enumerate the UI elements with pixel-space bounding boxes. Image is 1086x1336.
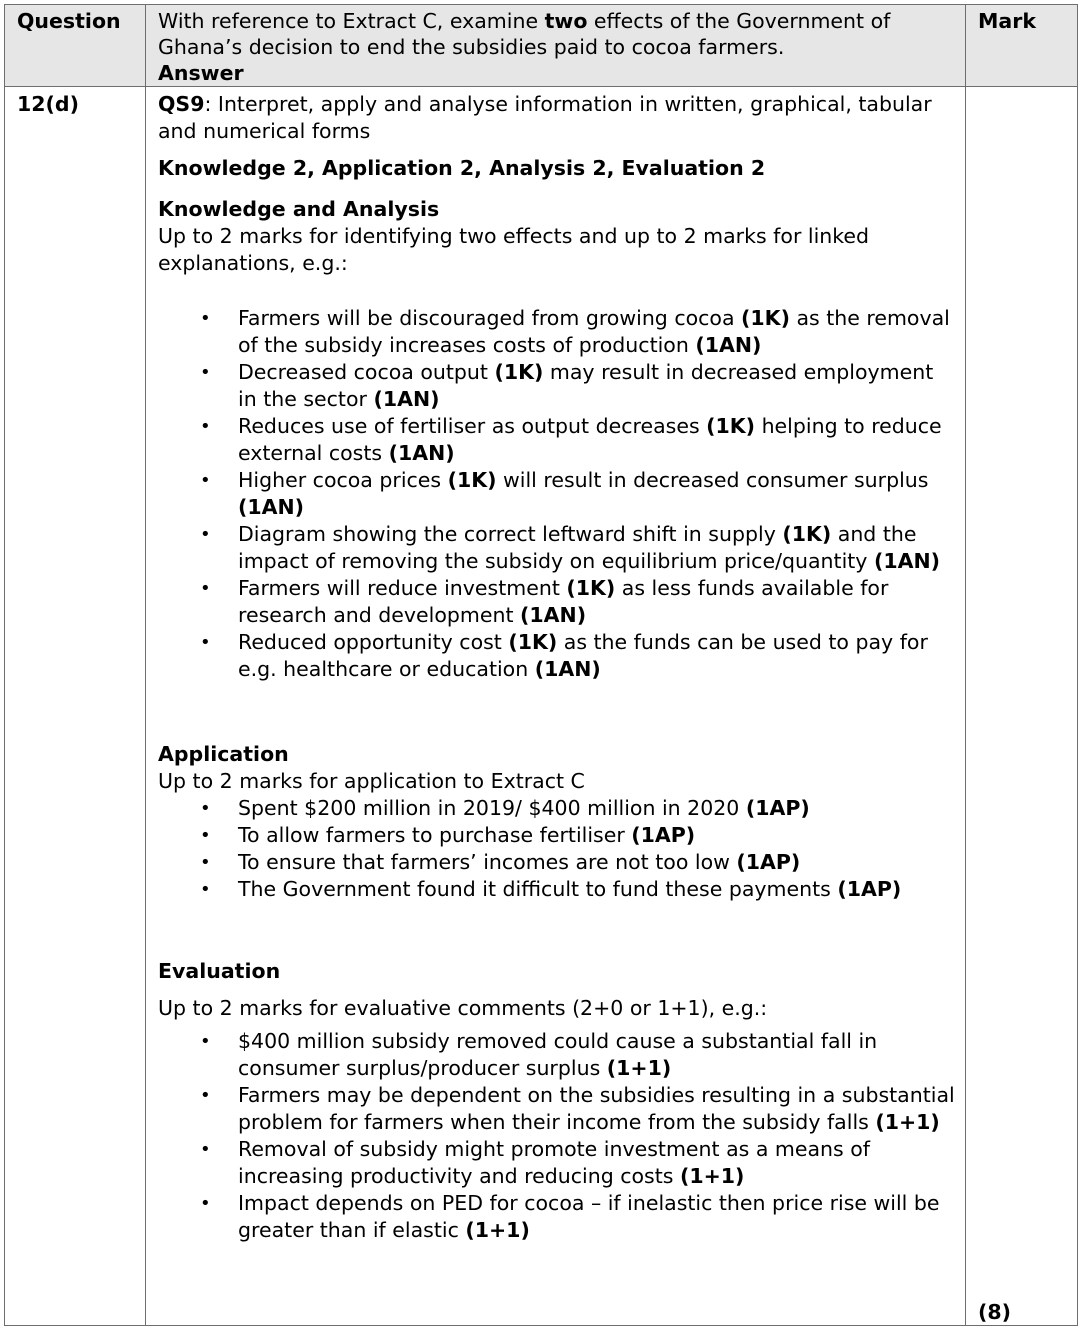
list-item: • Reduced opportunity cost (1K) as the funds can be used to pay for e.g. healthcare or education (1AN) (200, 630, 928, 681)
list-item: • Diagram showing the correct leftward shift in supply (1K) and the impact of removing the subsidy on equilibrium price/quantity (1AN) (200, 522, 940, 573)
prompt-text-rest: effects of the Government of Ghana’s decision to end the subsidies paid to cocoa farmers. (158, 9, 891, 59)
application-heading: Application (158, 742, 289, 766)
bullet-icon: • (200, 470, 211, 491)
qs-code: QS9 (158, 92, 205, 116)
bullet-icon: • (200, 524, 211, 545)
bullet-icon: • (200, 852, 211, 873)
header-prompt-cell (146, 5, 966, 87)
answer-row (5, 87, 1078, 1326)
list-item: • Spent $200 million in 2019/ $400 million in 2020 (1AP) (200, 796, 810, 820)
list-item: • To ensure that farmers’ incomes are not too low (1AP) (200, 850, 801, 874)
knowledge-analysis-intro: Up to 2 marks for identifying two effects and up to 2 marks for linked explanations, e.g.: (158, 224, 870, 275)
mark-scheme-table (4, 4, 1078, 1326)
answer-content-cell (146, 87, 966, 1326)
knowledge-analysis-list (158, 305, 955, 683)
list-item: • Decreased cocoa output (1K) may result in decreased employment in the sector (1AN) (200, 360, 934, 411)
list-item: • Reduces use of fertiliser as output decreases (1K) helping to reduce external costs (1AN) (200, 414, 942, 465)
evaluation-heading: Evaluation (158, 959, 281, 983)
application-list (158, 795, 955, 903)
bullet-icon: • (200, 825, 211, 846)
skill-descriptor (158, 91, 955, 145)
bullet-icon: • (200, 308, 211, 329)
skills-summary: Knowledge 2, Application 2, Analysis 2, Evaluation 2 (158, 156, 766, 180)
bullet-icon: • (200, 362, 211, 383)
header-row (5, 5, 1078, 87)
list-item: • To allow farmers to purchase fertiliser (1AP) (200, 823, 696, 847)
prompt-text: With reference to Extract C, examine (158, 9, 545, 33)
header-question-cell (5, 5, 146, 87)
list-item: • Farmers will reduce investment (1K) as less funds available for research and development (1AN) (200, 576, 889, 627)
knowledge-analysis-heading: Knowledge and Analysis (158, 197, 440, 221)
qs-description: : Interpret, apply and analyse information in written, graphical, tabular and numerical forms (158, 92, 932, 143)
mark-label: Mark (978, 9, 1036, 33)
list-item: • The Government found it difficult to fund these payments (1AP) (200, 877, 902, 901)
bullet-icon: • (200, 416, 211, 437)
bullet-icon: • (200, 578, 211, 599)
bullet-icon: • (200, 632, 211, 653)
answer-content (146, 87, 965, 1244)
list-item: • Removal of subsidy might promote investment as a means of increasing productivity and reducing costs (1+1) (200, 1137, 870, 1188)
bullet-icon: • (200, 879, 211, 900)
bullet-icon: • (200, 1031, 211, 1052)
application-intro: Up to 2 marks for application to Extract C (158, 769, 585, 793)
mark-cell (966, 87, 1078, 1326)
question-number: 12(d) (17, 92, 79, 116)
question-number-cell (5, 87, 146, 1326)
bullet-icon: • (200, 1193, 211, 1214)
bullet-icon: • (200, 1139, 211, 1160)
total-mark: (8) (978, 1300, 1012, 1324)
bullet-icon: • (200, 798, 211, 819)
question-label: Question (17, 9, 121, 33)
header-mark-cell (966, 5, 1078, 87)
list-item: • Farmers may be dependent on the subsidies resulting in a substantial problem for farmers when their income from the subsidy falls (1+1) (200, 1083, 955, 1134)
evaluation-list (158, 1028, 955, 1244)
answer-label: Answer (158, 61, 244, 85)
list-item: • Impact depends on PED for cocoa – if inelastic then price rise will be greater than if elastic (1+1) (200, 1191, 940, 1242)
list-item: • Farmers will be discouraged from growing cocoa (1K) as the removal of the subsidy increases costs of production (1AN) (200, 306, 950, 357)
list-item: • Higher cocoa prices (1K) will result in decreased consumer surplus (1AN) (200, 468, 929, 519)
bullet-icon: • (200, 1085, 211, 1106)
prompt-emphasis: two (544, 9, 588, 33)
evaluation-intro: Up to 2 marks for evaluative comments (2+0 or 1+1), e.g.: (158, 996, 768, 1020)
question-prompt (146, 5, 965, 86)
list-item: • $400 million subsidy removed could cause a substantial fall in consumer surplus/producer surplus (1+1) (200, 1029, 878, 1080)
